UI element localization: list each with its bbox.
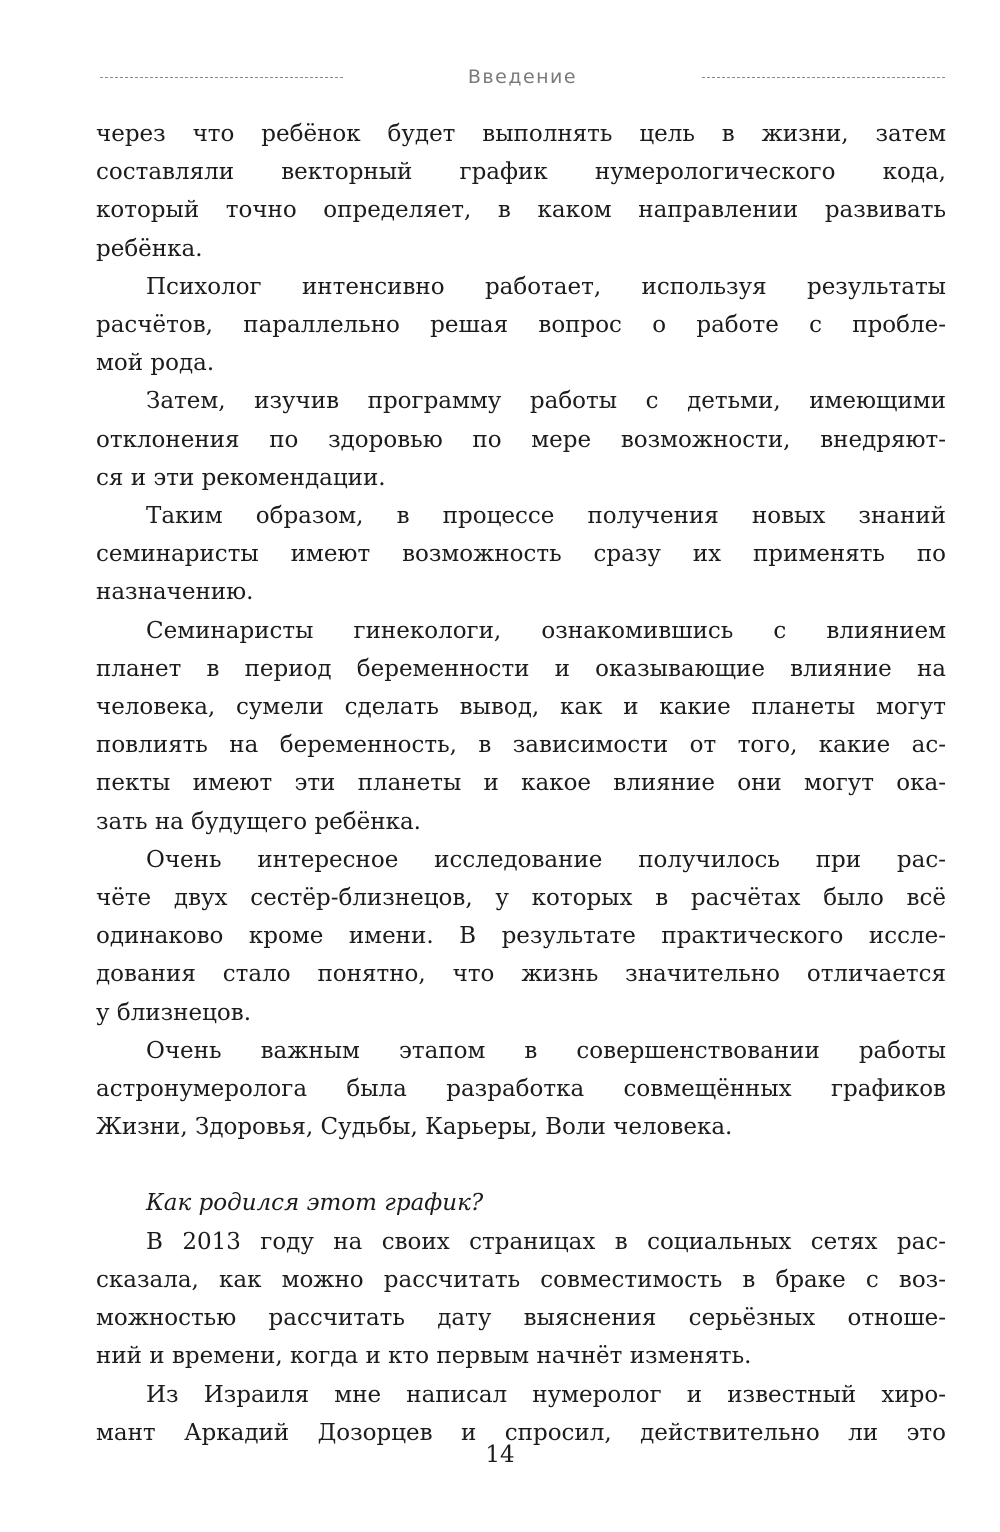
paragraph	[96, 1032, 946, 1147]
text-line: мой рода.	[96, 350, 215, 377]
section-title: Введение	[467, 66, 578, 88]
text-line: чёте двух сестёр-близнецов, у которых в расчётах было всё	[96, 885, 946, 912]
text-line: Семинаристы гинекологи, ознакомившись с влиянием	[146, 617, 946, 644]
header-left-rule	[100, 77, 343, 78]
text-line: ний и времени, когда и кто первым начнёт изменять.	[96, 1343, 752, 1370]
text-line: повлиять на беременность, в зависимости от того, какие ас-	[96, 732, 946, 759]
text-line: отклонения по здоровью по мере возможности, внедряют-	[96, 426, 946, 453]
text-line: расчётов, параллельно решая вопрос о работе с пробле-	[96, 312, 946, 339]
text-line: дования стало понятно, что жизнь значительно отличается	[96, 961, 946, 988]
text-line: можностью рассчитать дату выяснения серьёзных отноше-	[96, 1305, 946, 1332]
text-line: Из Израиля мне написал нумеролог и известный хиро-	[146, 1381, 946, 1408]
text-line: у близнецов.	[96, 999, 252, 1026]
subheading	[96, 1184, 946, 1222]
text-line: назначению.	[96, 579, 254, 606]
text-line: ся и эти рекомендации.	[96, 464, 386, 491]
paragraph	[96, 1223, 946, 1376]
paragraph	[96, 115, 946, 268]
text-line: Жизни, Здоровья, Судьбы, Карьеры, Воли человека.	[96, 1114, 733, 1141]
body-text	[96, 115, 946, 1452]
paragraph	[96, 497, 946, 612]
header-right-rule	[702, 77, 945, 78]
page-number: 14	[485, 1442, 515, 1468]
text-line: Затем, изучив программу работы с детьми, имеющими	[146, 388, 946, 415]
text-line: астронумеролога была разработка совмещённых графиков	[96, 1076, 946, 1103]
text-line: Таким образом, в процессе получения новых знаний	[146, 503, 946, 530]
running-header	[100, 62, 945, 92]
text-line: зать на будущего ребёнка.	[96, 808, 421, 835]
paragraph	[96, 612, 946, 841]
text-line: Очень интересное исследование получилось при рас-	[146, 846, 946, 873]
paragraph	[96, 1376, 946, 1452]
subheading-text: Как родился этот график?	[146, 1190, 484, 1217]
text-line: ребёнка.	[96, 235, 203, 262]
paragraph	[96, 382, 946, 497]
paragraph	[96, 841, 946, 1032]
text-line: который точно определяет, в каком направлении развивать	[96, 197, 946, 224]
text-line: Психолог интенсивно работает, используя результаты	[146, 273, 946, 300]
text-line: человека, сумели сделать вывод, как и какие планеты могут	[96, 694, 946, 721]
text-line: сказала, как можно рассчитать совместимость в браке с воз-	[96, 1266, 946, 1293]
text-line: одинаково кроме имени. В результате практического иссле-	[96, 923, 946, 950]
text-line: через что ребёнок будет выполнять цель в жизни, затем	[96, 121, 946, 147]
text-line: В 2013 году на своих страницах в социальных сетях рас-	[146, 1228, 946, 1255]
text-line: планет в период беременности и оказывающие влияние на	[96, 655, 946, 682]
text-line: пекты имеют эти планеты и какое влияние они могут ока-	[96, 770, 946, 797]
text-line: составляли векторный график нумерологического кода,	[96, 159, 946, 186]
text-line: мант Аркадий Дозорцев и спросил, действительно ли это	[96, 1419, 946, 1446]
text-line: Очень важным этапом в совершенствовании работы	[146, 1037, 946, 1064]
paragraph	[96, 268, 946, 383]
text-line: семинаристы имеют возможность сразу их применять по	[96, 541, 946, 568]
